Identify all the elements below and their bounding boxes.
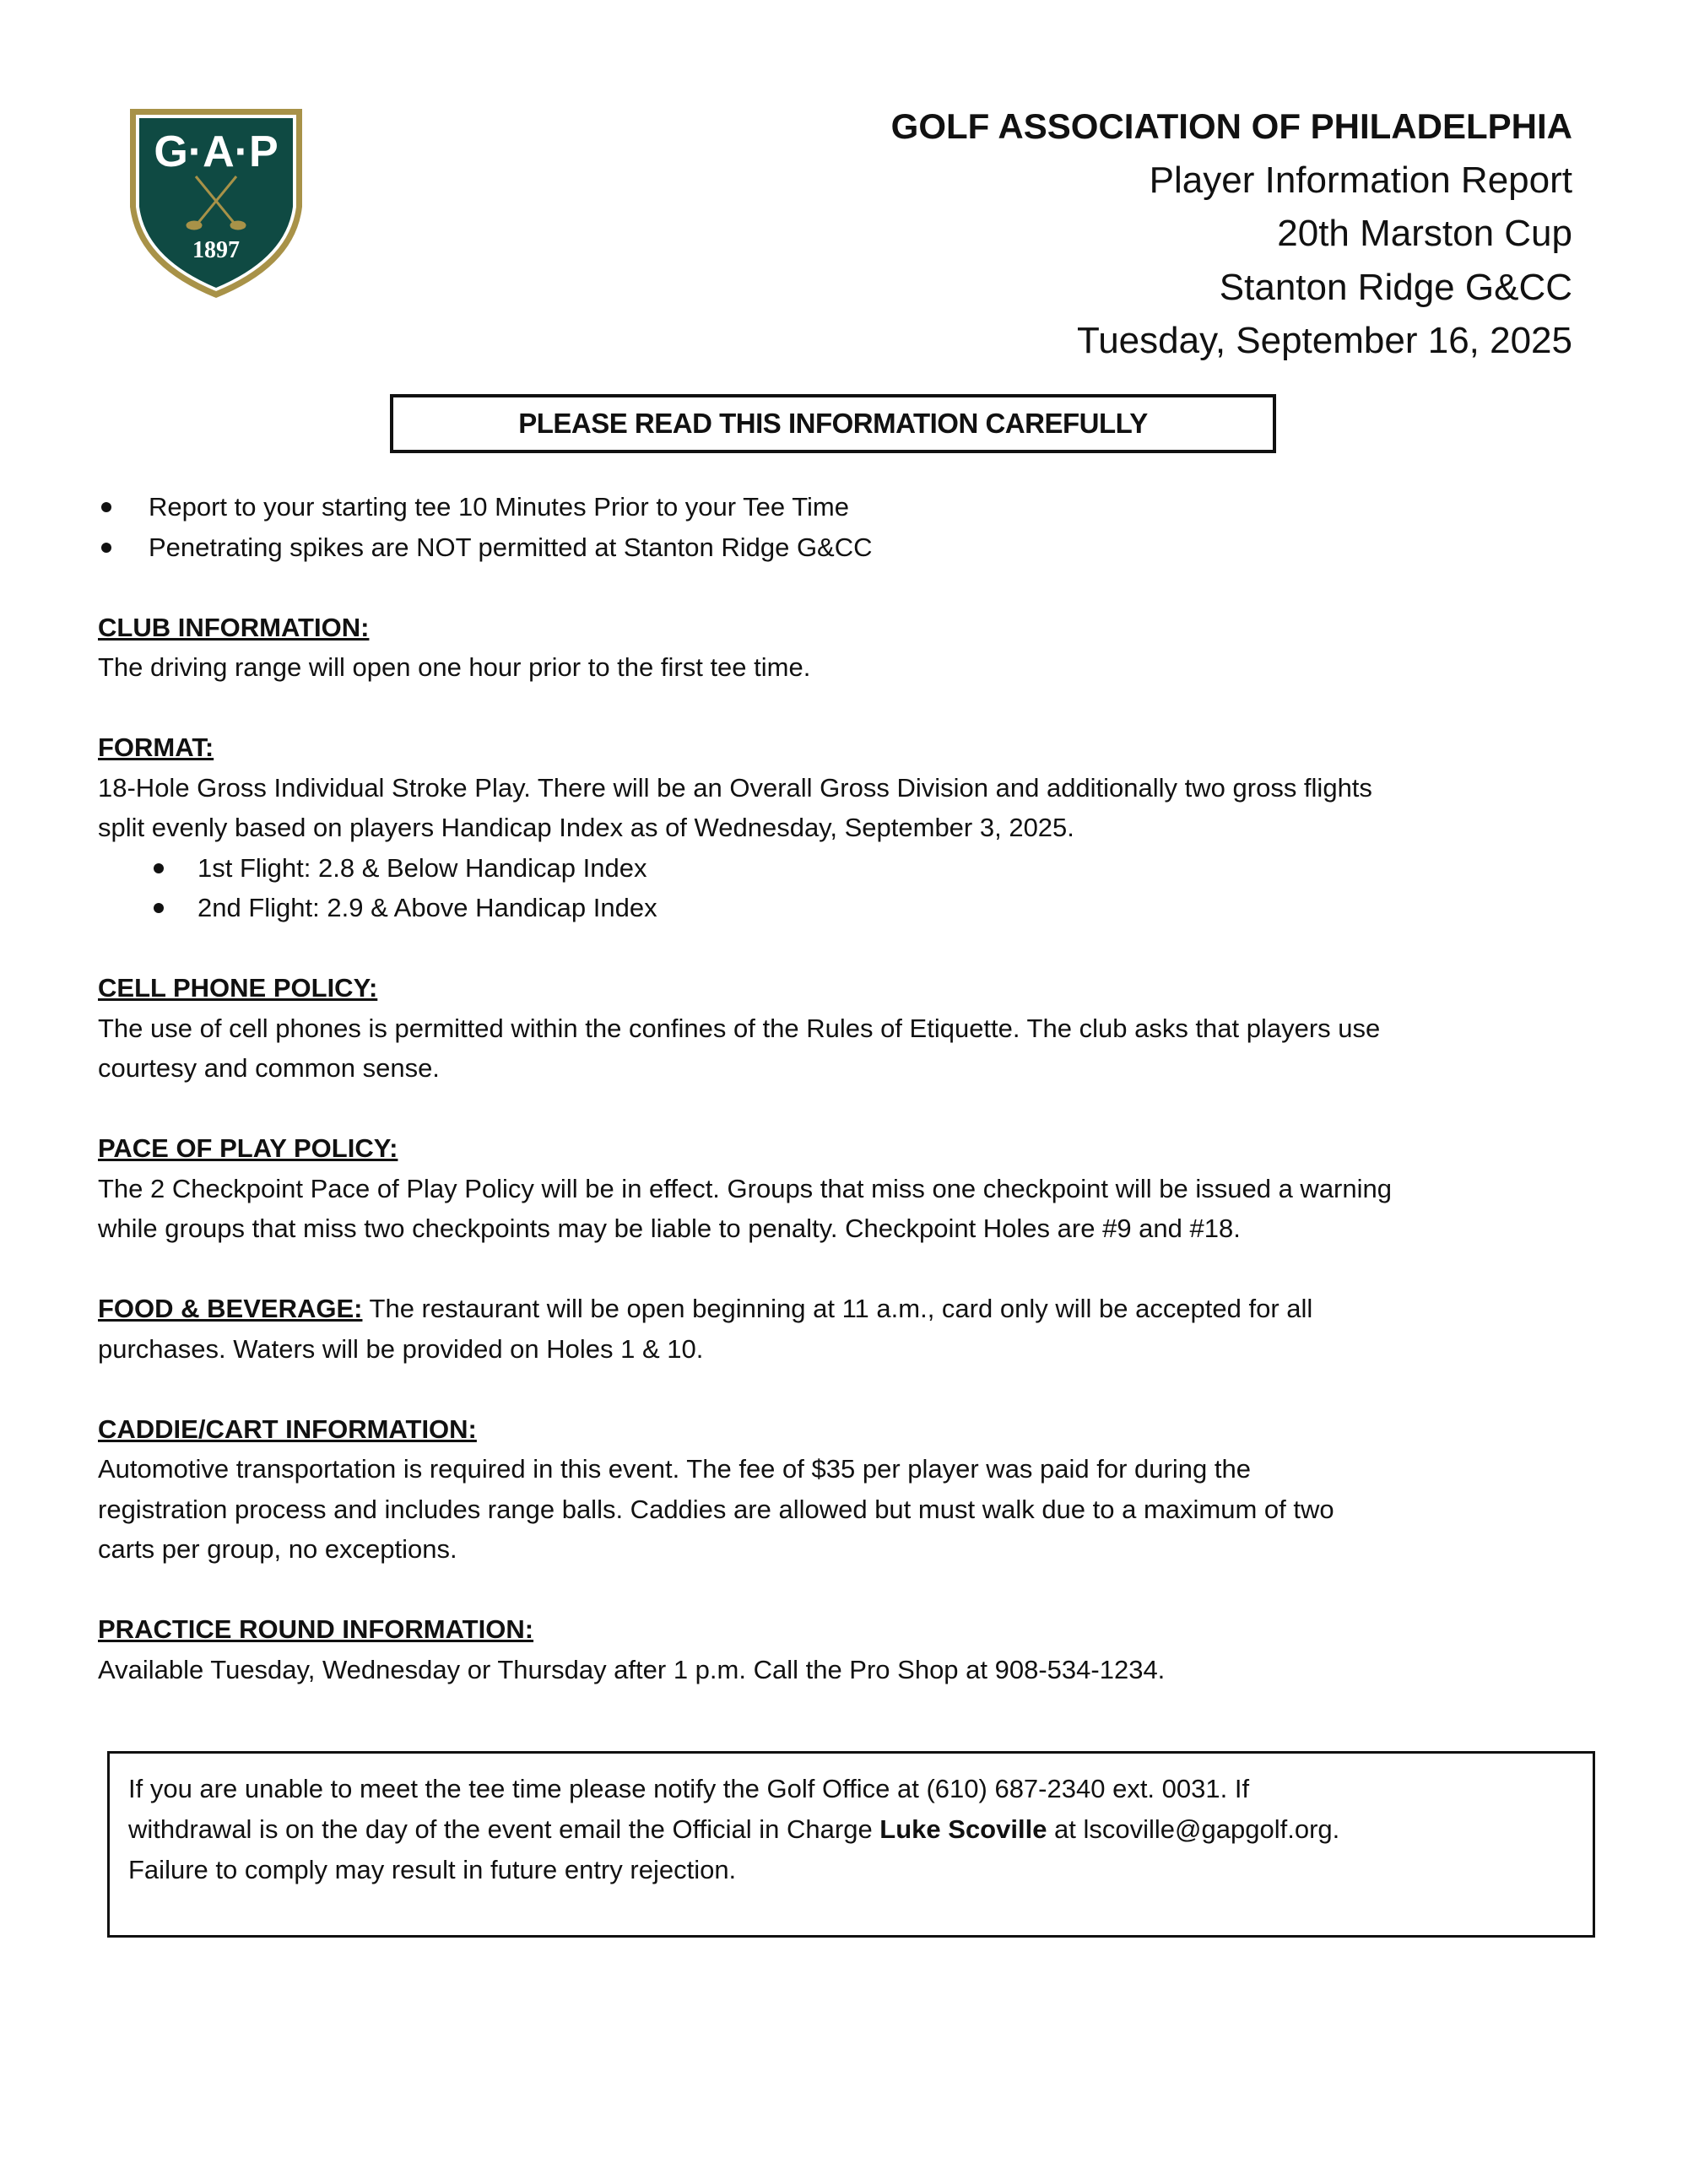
caddie-text: carts per group, no exceptions.: [98, 1534, 457, 1564]
cell-heading: CELL PHONE POLICY:: [98, 973, 378, 1003]
report-header: [891, 100, 1572, 368]
pace-text: The 2 Checkpoint Pace of Play Policy will be in effect. Groups that miss one checkpoint will be issued a warning: [98, 1173, 1392, 1203]
org-name: GOLF ASSOCIATION OF PHILADELPHIA: [890, 106, 1572, 146]
gap-logo: [127, 105, 306, 301]
bullet-item: Penetrating spikes are NOT permitted at Stanton Ridge G&CC: [98, 527, 1600, 568]
food-line: [98, 1289, 1600, 1329]
format-text: split evenly based on players Handicap Index as of Wednesday, September 3, 2025.: [98, 813, 1074, 842]
official-name: Luke Scoville: [879, 1814, 1047, 1844]
footer-line: [128, 1809, 1574, 1850]
withdrawal-notice-box: [107, 1751, 1595, 1938]
caddie-heading: CADDIE/CART INFORMATION:: [98, 1414, 477, 1444]
format-heading: FORMAT:: [98, 733, 214, 762]
footer-line: Failure to comply may result in future entry rejection.: [128, 1855, 737, 1884]
club-heading: CLUB INFORMATION:: [98, 612, 370, 642]
pace-text: while groups that miss two checkpoints may be liable to penalty. Checkpoint Holes are #9 and #18.: [98, 1214, 1241, 1243]
venue: Stanton Ridge G&CC: [1219, 266, 1572, 308]
flight-item: 1st Flight: 2.8 & Below Handicap Index: [98, 848, 1600, 889]
bullet-item: Report to your starting tee 10 Minutes Prior to your Tee Time: [98, 487, 1600, 527]
format-text: 18-Hole Gross Individual Stroke Play. There will be an Overall Gross Division and additionally two gross flights: [98, 772, 1372, 803]
official-email: at lscoville@gapgolf.org.: [1047, 1814, 1340, 1844]
pace-heading: PACE OF PLAY POLICY:: [98, 1133, 398, 1163]
caddie-text: Automotive transportation is required in this event. The fee of $35 per player was paid for during the: [98, 1454, 1251, 1484]
footer-line: If you are unable to meet the tee time please notify the Golf Office at (610) 687-2340 ext. 0031. If: [128, 1774, 1250, 1803]
practice-heading: PRACTICE ROUND INFORMATION:: [98, 1614, 534, 1644]
event-date: Tuesday, September 16, 2025: [1076, 320, 1572, 361]
practice-text: Available Tuesday, Wednesday or Thursday after 1 p.m. Call the Pro Shop at 908-534-1234.: [98, 1654, 1166, 1684]
cell-text: The use of cell phones is permitted within the confines of the Rules of Etiquette. The club asks that players use: [98, 1013, 1381, 1043]
svg-text:1897: 1897: [192, 237, 240, 263]
footer-text: withdrawal is on the day of the event email the Official in Charge: [128, 1814, 880, 1844]
report-body: [98, 487, 1600, 1689]
food-heading: FOOD & BEVERAGE:: [98, 1294, 363, 1323]
food-text: The restaurant will be open beginning at 11 a.m., card only will be accepted for all: [362, 1294, 1313, 1323]
flight-item: 2nd Flight: 2.9 & Above Handicap Index: [98, 888, 1600, 928]
cell-text: courtesy and common sense.: [98, 1053, 440, 1083]
caddie-text: registration process and includes range balls. Caddies are allowed but must walk due to a maximum of two: [98, 1494, 1334, 1524]
food-text: purchases. Waters will be provided on Holes 1 & 10.: [98, 1333, 704, 1364]
notice-banner: PLEASE READ THIS INFORMATION CAREFULLY: [390, 394, 1276, 453]
club-text: The driving range will open one hour prior to the first tee time.: [98, 652, 811, 682]
event-name: 20th Marston Cup: [1277, 213, 1572, 254]
svg-text:G·A·P: G·A·P: [154, 127, 279, 176]
report-title: Player Information Report: [1149, 159, 1572, 201]
